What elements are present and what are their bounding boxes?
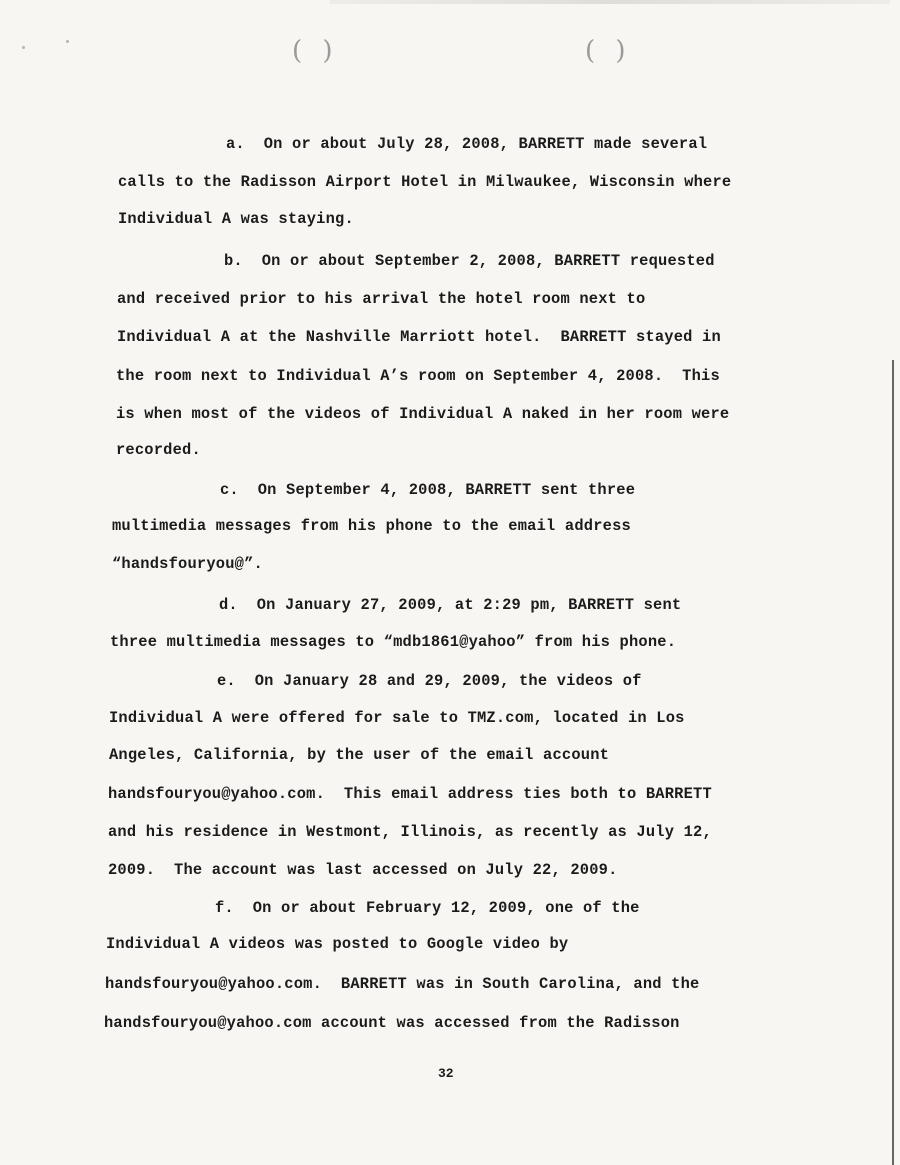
text-line: Individual A videos was posted to Google video by: [106, 935, 569, 953]
text-line: three multimedia messages to “mdb1861@yahoo” from his phone.: [110, 633, 677, 651]
punch-hole-mark-left: ( ): [292, 36, 339, 66]
scan-artifact-top: [330, 0, 890, 4]
text-line: e. On January 28 and 29, 2009, the videos of: [217, 672, 642, 690]
text-line: and received prior to his arrival the hotel room next to: [117, 290, 646, 308]
page-number: 32: [438, 1066, 454, 1081]
text-line: calls to the Radisson Airport Hotel in Milwaukee, Wisconsin where: [118, 173, 732, 191]
text-line: Individual A was staying.: [118, 210, 354, 228]
text-line: is when most of the videos of Individual A naked in her room were: [116, 405, 730, 423]
text-line: multimedia messages from his phone to the email address: [112, 517, 631, 535]
text-line: handsfouryou@yahoo.com. This email address ties both to BARRETT: [108, 785, 712, 803]
page-edge-shadow: [892, 360, 894, 1165]
text-line: handsfouryou@yahoo.com. BARRETT was in South Carolina, and the: [105, 975, 700, 993]
text-line: d. On January 27, 2009, at 2:29 pm, BARRETT sent: [219, 596, 682, 614]
text-line: 2009. The account was last accessed on July 22, 2009.: [108, 861, 618, 879]
text-line: c. On September 4, 2008, BARRETT sent three: [220, 481, 636, 499]
scan-speck: [66, 40, 69, 43]
text-line: Individual A were offered for sale to TMZ.com, located in Los: [109, 709, 685, 727]
text-line: Angeles, California, by the user of the email account: [109, 746, 610, 764]
text-line: “handsfouryou@”.: [112, 555, 263, 573]
scan-speck: [22, 46, 25, 49]
text-line: and his residence in Westmont, Illinois, as recently as July 12,: [108, 823, 712, 841]
text-line: handsfouryou@yahoo.com account was accessed from the Radisson: [104, 1014, 680, 1032]
text-line: recorded.: [116, 441, 201, 459]
text-line: the room next to Individual A’s room on September 4, 2008. This: [116, 367, 720, 385]
text-line: b. On or about September 2, 2008, BARRETT requested: [224, 252, 715, 270]
text-line: a. On or about July 28, 2008, BARRETT made several: [226, 135, 708, 153]
text-line: Individual A at the Nashville Marriott hotel. BARRETT stayed in: [117, 328, 721, 346]
punch-hole-mark-right: ( ): [585, 36, 632, 66]
text-line: f. On or about February 12, 2009, one of the: [215, 899, 640, 917]
